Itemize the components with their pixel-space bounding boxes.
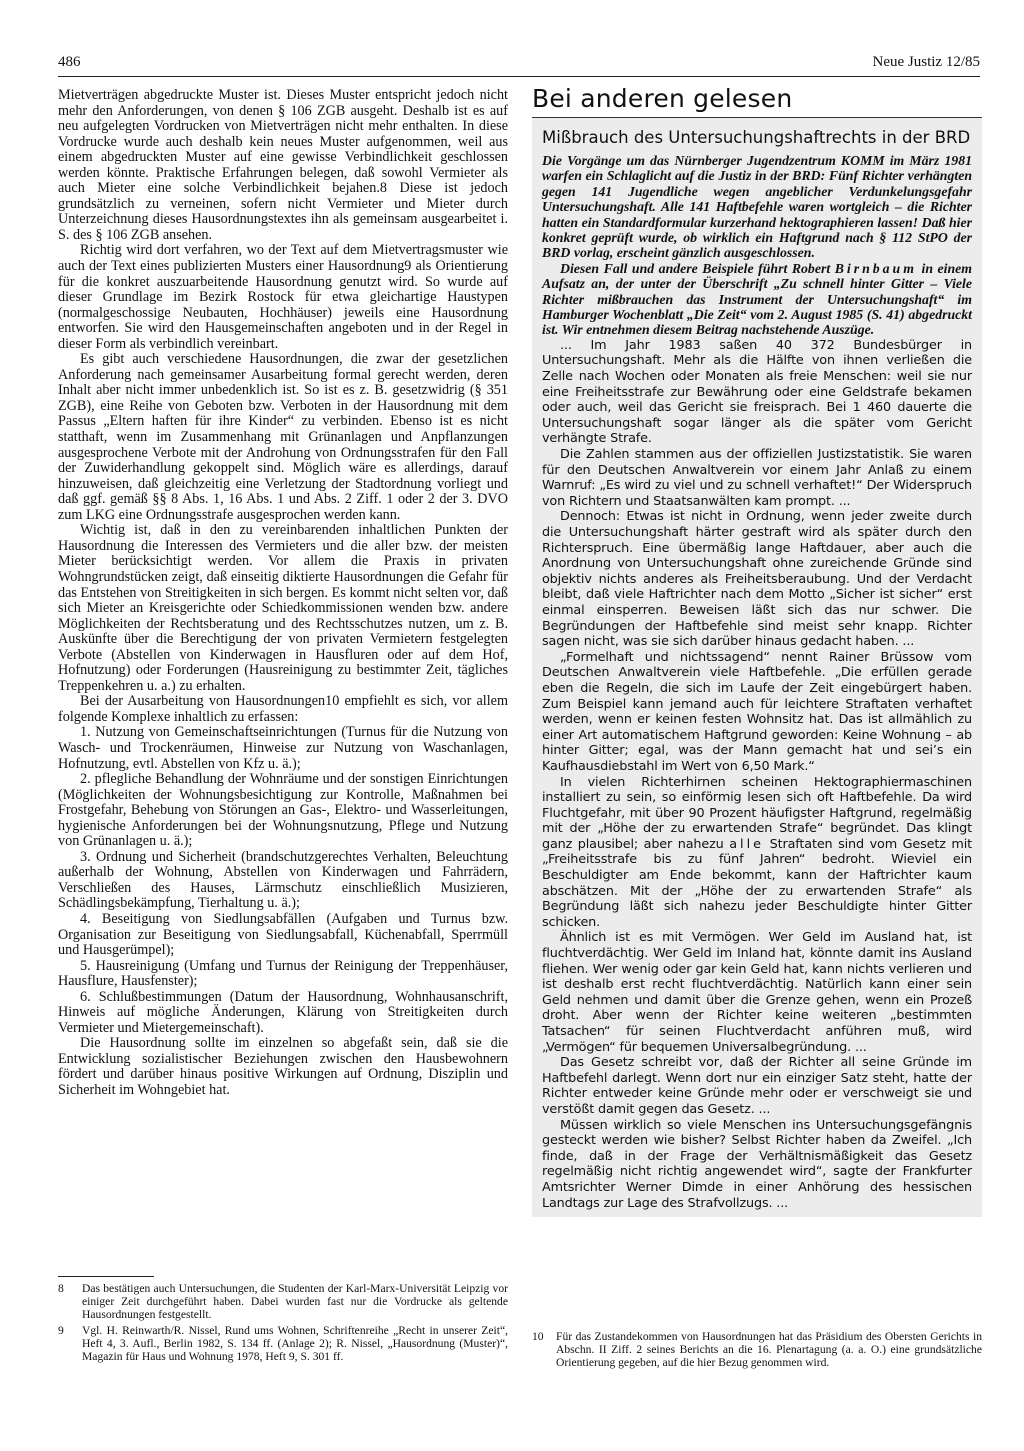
footnote-number: 10 (532, 1330, 544, 1343)
paragraph: Mietverträgen abgedruckte Muster ist. Dieses Muster entspricht jedoch nicht mehr den Anforderungen, von denen § 106 ZGB ausgeht. Deshalb ist es auf neu aufgelegten Vordrucken von Mietverträgen nicht mehr enthalten. In diese Vordrucke wurde auch deshalb kein neues Muster aufgenommen, weil aus einem abgedruckten Muster auf eine gewisse Verbindlichkeit geschlossen werden könnte. Praktische Erfahrungen belegen, daß sowohl Vermieter als auch Mieter eine solche Verbindlichkeit bejahen.8 Diese ist jedoch grundsätzlich zu verneinen, sofern nicht Vermieter und Mieter durch Unterzeichnung dieses Hausordnungstextes ihn als gemeinsam ausgearbeitet i. S. des § 106 ZGB ansehen. (58, 87, 508, 243)
footnote-text: Für das Zustandekommen von Hausordnungen hat das Präsidium des Obersten Gerichts in Abschn. II Ziff. 2 seines Berichts an die 16. Plenartagung (a. a. O.) eine grundsätzliche Orientierung gegeben, auf die hier Bezug genommen wird. (556, 1330, 982, 1370)
footnote (532, 1330, 982, 1370)
page-number: 486 (58, 54, 81, 70)
paragraph: Bei der Ausarbeitung von Hausordnungen10 empfiehlt es sich, vor allem folgende Komplexe inhaltlich zu erfassen: (58, 693, 508, 725)
list-item: 2. pflegliche Behandlung der Wohnräume und der sonstigen Einrichtungen (Möglichkeiten der Wohnungsbesichtigung zur Kontrolle, Maßnahmen bei Frostgefahr, Behebung von Störungen an Gas-, Elektro- und Wasserleitungen, hygienische Anforderungen bei der Wohnungsnutzung, Pflege und Nutzung von Grünanlagen u. ä.); (58, 771, 508, 850)
excerpt-paragraph (542, 775, 972, 931)
quoted-article-box (532, 117, 982, 1217)
emphasis-text: alle (729, 836, 765, 852)
article-title: Mißbrauch des Untersuchungshaftrechts in der BRD (542, 128, 971, 147)
footnotes-left (58, 1282, 508, 1365)
list-item: 3. Ordnung und Sicherheit (brandschutzgerechtes Verhalten, Beleuchtung außerhalb der Wohnung, Abstellen von Kinderwagen und Fahrrädern, Verschließen des Hauses, Lärmschutz einschließlich Musizieren, Schädlingsbekämpfung, Tierhaltung u. ä.); (58, 848, 508, 912)
excerpt-paragraph: Die Zahlen stammen aus der offiziellen Justizstatistik. Sie waren für den Deutschen Anwaltverein vor einem Jahr Anlaß zu einem Warnruf: „Es wird zu viel und zu schnell verhaftet!“ Der Widerspruch von Richtern und Staatsanwälten kam prompt. ... (542, 447, 972, 509)
list-item: 5. Hausreinigung (Umfang und Turnus der Reinigung der Treppenhäuser, Hausflure, Hausfenster); (58, 957, 508, 990)
excerpt-paragraph: Das Gesetz schreibt vor, daß der Richter all seine Gründe im Haftbefehl darlegt. Wenn dort nur ein einziger Satz steht, hatte der Richter entweder keine Gründe mehr oder er verschweigt sie und verstößt damit gegen das Gesetz. ... (542, 1055, 972, 1117)
excerpt-paragraph: Ähnlich ist es mit Vermögen. Wer Geld im Ausland hat, ist fluchtverdächtig. Wer Geld im Inland hat, könnte damit ins Ausland fliehen. Wer wenig oder gar kein Geld hat, kann nichts verlieren und ist deshalb erst recht fluchtverdächtig. Natürlich kann einer sein Geld nehmen und damit über die Grenze gehen, wenn ein Prozeß droht. Aber wenn der Richter keine weiteren „bestimmten Tatsachen“ für seinen Fluchtverdacht anführen muß, wird „Vermögen“ für bequemen Universalbegründung. ... (542, 930, 972, 1055)
footnote-text: Das bestätigen auch Untersuchungen, die Studenten der Karl-Marx-Universität Leipzig vor einiger Zeit durchgeführt haben. Dabei wurden fast nur die Vordrucke als geltende Hausordnungen festgestellt. (82, 1282, 508, 1322)
excerpt-paragraph: „Formelhaft und nichtssagend“ nennt Rainer Brüssow vom Deutschen Anwaltverein viele Haftbefehle. „Die erfüllen gerade eben die Regeln, die sich im Laufe der Zeit eingebürgert haben. Zum Beispiel kann jemand auch für leichtere Straftaten verhaftet werden, wenn er keinen festen Wohnsitz hat. Das ist allmählich zu einer Art automatischem Haftgrund geworden: Keine Wohnung – ab hinter Gitter; egal, was der Mann gemacht hat und sei’s ein Kaufhausdiebstahl im Wert von 6,50 Mark.“ (542, 649, 972, 774)
paragraph: Die Hausordnung sollte im einzelnen so abgefaßt sein, daß sie die Entwicklung sozialistischer Beziehungen zwischen den Hausbewohnern fördert und darüber hinaus positive Wirkungen auf Ordnung, Disziplin und Sicherheit im Wohngebiet hat. (58, 1035, 508, 1098)
footnote-rule (58, 1276, 154, 1277)
author-name: Birnbaum (834, 260, 917, 276)
excerpt-paragraph: Müssen wirklich so viele Menschen ins Untersuchungsgefängnis gesteckt werden wie bisher? Selbst Richter haben da Zweifel. „Ich finde, daß in der Frage der Verhältnismäßigkeit das Gesetz regelmäßig nicht richtig angewendet wird“, sagte der Frankfurter Amtsrichter Werner Dimde in einer Anhörung des hessischen Landtags zur Lage des Strafvollzugs. ... (542, 1117, 972, 1211)
footnote-number: 8 (58, 1282, 64, 1295)
excerpt-text: In vielen Richterhirnen scheinen Hektographiermaschinen installiert zu sein, so einförmig lesen sich oft Haftbefehle. Da wird Fluchtgefahr, mit über 90 Prozent häufigster Haftgrund, regelmäßig mit der „Höhe der zu erwartenden Strafe“ begründet. Das klingt ganz plausibel; aber nahezu (542, 774, 972, 852)
footnote-right (532, 1330, 982, 1372)
right-column (532, 84, 982, 1217)
header-rule (58, 76, 980, 77)
left-column (58, 88, 508, 1099)
lead-text: in einem Aufsatz an, der unter der Überschrift „Zu schnell hinter Gitter – Viele Richter mißbrauchen das Instrument der Untersuchungshaft“ im Hamburger Wochenblatt „Die Zeit“ vom 2. August 1985 (S. 41) abgedruckt ist. Wir entnehmen diesem Beitrag nachstehende Auszüge. (542, 260, 973, 338)
paragraph: Wichtig ist, daß in den zu vereinbarenden inhaltlichen Punkten der Hausordnung die Interessen des Vermieters und die aller bzw. der meisten Mieter berücksichtigt werden. Vor allem die Praxis in privaten Wohngrundstücken zeigt, daß einseitig diktierte Hausordnungen die Gefahr für das Entstehen von Streitigkeiten in sich bergen. Es kommt nicht selten vor, daß sich Mieter an Kreisgerichte oder Schiedkommissionen wenden bzw. andere Möglichkeiten der Rechtsberatung und des Rechtsschutzes nutzen, um z. B. Auskünfte über die Berechtigung der von privaten Vermietern festgelegten Verbote (Abstellen von Kinderwagen in Hausfluren oder auf dem Hof, Hofnutzung) oder Forderungen (Hausreinigung zu bestimmter Zeit, tägliches Treppenkehren u. a.) zu erhalten. (58, 522, 508, 694)
excerpt-paragraph: ... Im Jahr 1983 saßen 40 372 Bundesbürger in Untersuchungshaft. Mehr als die Hälfte von ihnen verließen die Zelle nach Wochen oder Monaten als freie Menschen: weil sie nur eine Freiheitsstrafe zur Bewährung oder eine Geldstrafe bekamen oder auch, weil das Gericht sie freisprach. Bei 1 460 dauerte die Untersuchungshaft sogar länger als die später vom Gericht verhängte Strafe. (542, 337, 972, 447)
list-item: 6. Schlußbestimmungen (Datum der Hausordnung, Wohnhausanschrift, Hinweis auf mögliche Änderungen, Klärung von Streitigkeiten durch Vermieter und Mietergemeinschaft). (58, 988, 508, 1036)
paragraph: Richtig wird dort verfahren, wo der Text auf dem Mietvertragsmuster wie auch der Text eines publizierten Musters einer Hausordnung9 als Orientierung für die konkret auszuarbeitende Hausordnung genutzt wird. So wurde auf dieser Grundlage im Bezirk Rostock für etwa gleichartige Haustypen (normalgeschossige Neubauten, Hochhäuser) jeweils eine Hausordnung entworfen. Sie wird den Hausgemeinschaften angeboten und in der Regel in dieser Form als verbindlich vereinbart. (58, 242, 508, 352)
lead-paragraph: Die Vorgänge um das Nürnberger Jugendzentrum KOMM im März 1981 warfen ein Schlaglicht auf die Justiz in der BRD: Fünf Richter verhängten gegen 141 Jugendliche wegen angeblicher Verdunkelungsgefahr Untersuchungshaft. Alle 141 Haftbefehle waren wortgleich – die Richter hatten ein Standardformular kurzerhand hektographieren lassen! Daß hier konkret geprüft wurde, ob wirklich ein Haftgrund nach § 112 StPO der BRD vorlag, erscheint gänzlich ausgeschlossen. (542, 153, 972, 261)
lead-text: Diesen Fall und andere Beispiele führt Robert (560, 260, 835, 276)
footnote (58, 1324, 508, 1364)
lead-paragraph (542, 261, 972, 338)
journal-issue: Neue Justiz 12/85 (872, 54, 980, 70)
list-item: 4. Beseitigung von Siedlungsabfällen (Aufgaben und Turnus bzw. Organisation zur Beseitigung von Siedlungsabfall, Küchenabfall, Sperrmüll und Hausgerümpel); (58, 910, 508, 959)
footnote-number: 9 (58, 1323, 64, 1337)
excerpt-text: Straftaten sind vom Gesetz mit „Freiheitsstrafe bis zu fünf Jahren“ bedroht. Wieviel ein Beschuldigter am Ende bekommt, kann der Haftrichter kaum abschätzen. Mit der „Höhe der zu erwartenden Strafe“ als Begründung läßt sich nahezu jeder Beschuldigte hinter Gitter schicken. (542, 836, 972, 930)
footnote (58, 1282, 508, 1322)
list-item: 1. Nutzung von Gemeinschaftseinrichtungen (Turnus für die Nutzung von Wasch- und Trockenräumen, Hinweise zur Nutzung von Waschanlagen, Hofnutzung, evtl. Abstellen von Kfz u. ä.); (58, 724, 508, 772)
excerpt-paragraph: Dennoch: Etwas ist nicht in Ordnung, wenn jeder zweite durch die Untersuchungshaft härter gestraft wird als später durch den Richterspruch. Eine übermäßig lange Haftdauer, aber auch die Anordnung von Untersuchungshaft ohne zureichende Gründe sind objektiv nichts anderes als Freiheitsberaubung. Und der Verdacht bleibt, daß viele Haftrichter nach dem Motto „Sicher ist sicher“ erst einmal einsperren. Beweisen läßt sich das nur schwer. Die Begründungen der Haftbefehle sind meist sehr knapp. Richter sagen nicht, was sie sich darüber hinaus gedacht haben. ... (542, 509, 972, 650)
footnote-text: Vgl. H. Reinwarth/R. Nissel, Rund ums Wohnen, Schriftenreihe „Recht in unserer Zeit“, Heft 4, 3. Aufl., Berlin 1982, S. 134 ff. (Anlage 2); R. Nissel, „Hausordnung (Muster)“, Magazin für Haus und Wohnung 1978, Heft 9, S. 301 ff. (82, 1323, 508, 1364)
section-title: Bei anderen gelesen (532, 84, 793, 113)
paragraph: Es gibt auch verschiedene Hausordnungen, die zwar der gesetzlichen Anforderung nach gemeinsamer Ausarbeitung formal gerecht werden, deren Inhalt aber nicht immer unbedenklich ist. So ist es z. B. gesetzwidrig (§ 351 ZGB), eine Reihe von Geboten bzw. Verboten in der Hausordnung mit dem Passus „Eltern haften für ihre Kinder“ zu verbinden. Ebenso ist es nicht statthaft, wenn im Zusammenhang mit Grünanlagen und Anpflanzungen ausgesprochene Verbote mit der Androhung von Ordnungsstrafen für den Fall der Zuwiderhandlung gekoppelt sind. Möglich wäre es allerdings, darauf hinzuweisen, daß gleichzeitig eine Verletzung der Stadtordnung vorliegt und daß ggf. gemäß §§ 8 Abs. 1, 16 Abs. 1 und Abs. 2 Ziff. 1 oder 2 der 3. DVO zum LKG eine Ordnungsstrafe ausgesprochen werden kann. (58, 351, 508, 523)
